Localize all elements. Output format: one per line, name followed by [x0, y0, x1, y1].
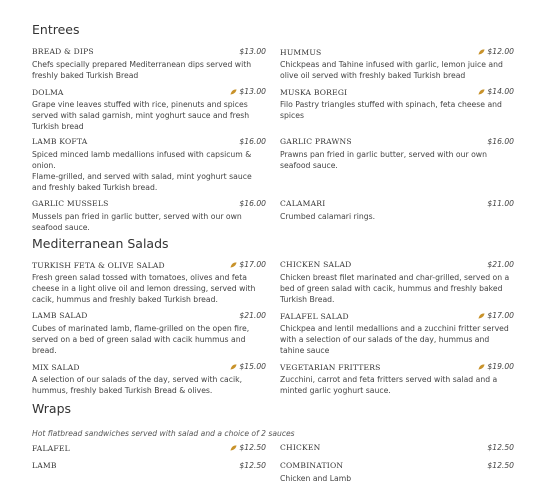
vegetarian-leaf-icon [478, 364, 485, 370]
item-name: COMBINATION [280, 461, 344, 470]
wraps-intro: Hot flatbread sandwiches served with salad and a choice of 2 sauces [32, 429, 295, 438]
vegetarian-leaf-icon [230, 89, 237, 95]
item-description: Grape vine leaves stuffed with rice, pinenuts and spices served with salad garnish, mint yoghurt sauce and fresh Turkish bread [32, 100, 250, 131]
item-name: FALAFEL SALAD [280, 311, 349, 321]
menu-item [280, 443, 514, 461]
menu-page [32, 22, 520, 485]
item-price: $16.00 [487, 137, 514, 146]
item-name: GARLIC PRAWNS [280, 137, 352, 146]
item-price: $21.00 [239, 311, 266, 320]
menu-item [32, 311, 266, 362]
item-description: Chicken and Lamb [280, 474, 352, 483]
item-description: Fresh green salad tossed with tomatoes, olives and feta cheese in a light olive oil and lemon dressing, served with cacik, hummus and freshly baked Turkish bread. [32, 273, 256, 304]
item-price: $17.00 [478, 311, 514, 320]
item-name: FALAFEL [32, 443, 70, 453]
menu-item [280, 47, 514, 87]
item-price: $12.00 [478, 47, 514, 56]
item-description: Chefs specially prepared Mediterranean dips served with freshly baked Turkish Bread [32, 60, 252, 80]
menu-item [32, 137, 266, 199]
menu-item [32, 362, 266, 396]
item-name: BREAD & DIPS [32, 47, 94, 56]
menu-item [32, 461, 266, 485]
item-price: $16.00 [239, 137, 266, 146]
item-name: TURKISH FETA & OLIVE SALAD [32, 260, 165, 270]
vegetarian-leaf-icon [478, 49, 485, 55]
item-description: Chickpeas and Tahine infused with garlic, lemon juice and olive oil served with freshly baked Turkish bread [280, 60, 503, 80]
item-price: $21.00 [487, 260, 514, 269]
item-description: Cubes of marinated lamb, flame-grilled on the open fire, served on a bed of green salad with cacik hummus and bread. [32, 324, 250, 355]
item-price: $13.00 [230, 87, 266, 96]
section-title-salads: Mediterranean Salads [32, 236, 169, 251]
item-price: $12.50 [239, 461, 266, 470]
menu-item [32, 260, 266, 311]
item-description: Filo Pastry triangles stuffed with spinach, feta cheese and spices [280, 100, 502, 120]
menu-item [32, 443, 266, 461]
item-price: $19.00 [478, 362, 514, 371]
vegetarian-leaf-icon [230, 364, 237, 370]
section-title-wraps: Wraps [32, 401, 72, 416]
section-title-entrees: Entrees [32, 22, 80, 37]
item-name: HUMMUS [280, 47, 322, 57]
item-price: $12.50 [487, 443, 514, 452]
item-price: $12.50 [230, 443, 266, 452]
item-name: CHICKEN SALAD [280, 260, 352, 269]
wraps-section [32, 401, 520, 485]
menu-item [32, 47, 266, 87]
item-name: LAMB KOFTA [32, 137, 88, 146]
menu-item [280, 199, 514, 232]
item-price: $13.00 [239, 47, 266, 56]
item-description-extra: Flame-grilled, and served with salad, mint yoghurt sauce and freshly baked Turkish bread. [32, 172, 252, 192]
menu-item [280, 260, 514, 311]
menu-item [280, 87, 514, 137]
item-name: VEGETARIAN FRITTERS [280, 362, 381, 372]
vegetarian-leaf-icon [230, 445, 237, 451]
item-description: Chicken breast filet marinated and char-grilled, served on a bed of green salad with cacik, hummus and freshly baked Turkish Bread. [280, 273, 510, 304]
item-name: GARLIC MUSSELS [32, 199, 109, 208]
salads-section [32, 236, 520, 396]
menu-item [280, 362, 514, 396]
item-description: Chickpea and lentil medallions and a zucchini fritter served with a selection of our salads of the day, hummus and tahine sauce [280, 324, 509, 355]
item-price: $16.00 [239, 199, 266, 208]
item-price: $11.00 [487, 199, 514, 208]
vegetarian-leaf-icon [230, 262, 237, 268]
item-name: MUSKA BOREGI [280, 87, 348, 97]
menu-item [280, 137, 514, 199]
item-name: CHICKEN [280, 443, 321, 452]
item-price: $12.50 [487, 461, 514, 470]
item-name: LAMB [32, 461, 57, 470]
menu-item [280, 311, 514, 362]
entrees-section [32, 22, 520, 232]
item-name: DOLMA [32, 87, 64, 97]
vegetarian-leaf-icon [478, 89, 485, 95]
item-description: A selection of our salads of the day, served with cacik, hummus, freshly baked Turkish Bread & olives. [32, 375, 243, 395]
item-description: Prawns pan fried in garlic butter, served with our own seafood sauce. [280, 150, 487, 170]
item-description: Crumbed calamari rings. [280, 212, 376, 221]
item-price: $17.00 [230, 260, 266, 269]
item-description: Zucchini, carrot and feta fritters served with salad and a minted garlic yoghurt sauce. [280, 375, 498, 395]
item-price: $14.00 [478, 87, 514, 96]
menu-item [280, 461, 514, 485]
item-name: LAMB SALAD [32, 311, 88, 320]
menu-item [32, 87, 266, 137]
item-price: $15.00 [230, 362, 266, 371]
item-description: Spiced minced lamb medallions infused with capsicum & onion. [32, 150, 252, 170]
menu-item [32, 199, 266, 232]
item-description: Mussels pan fried in garlic butter, served with our own seafood sauce. [32, 212, 242, 232]
item-name: CALAMARI [280, 199, 326, 208]
vegetarian-leaf-icon [478, 313, 485, 319]
item-name: MIX SALAD [32, 362, 80, 372]
